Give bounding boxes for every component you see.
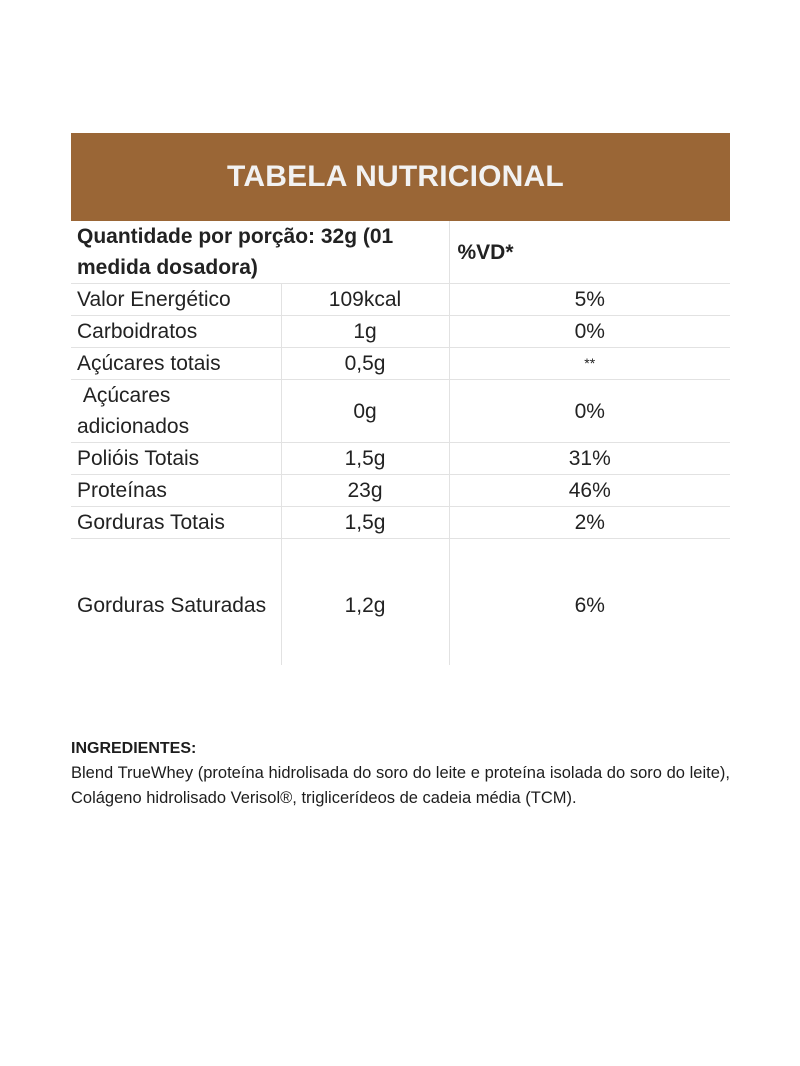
nutrient-amount: 0g xyxy=(281,380,449,443)
nutrient-vd: 2% xyxy=(449,507,730,539)
nutrient-name: Proteínas xyxy=(71,475,281,507)
nutrient-amount: 1g xyxy=(281,316,449,348)
table-row xyxy=(71,316,730,348)
nutrient-name: Açúcares adicionados xyxy=(71,380,281,443)
nutrient-vd: 6% xyxy=(574,593,605,617)
table-row xyxy=(71,380,730,443)
nutrition-header xyxy=(71,133,730,221)
nutrient-amount: 0,5g xyxy=(281,348,449,380)
nutrient-vd: 0% xyxy=(449,316,730,348)
nutrient-vd: 46% xyxy=(449,475,730,507)
ingredients-title: INGREDIENTES: xyxy=(71,740,197,757)
portion-header: Quantidade por porção: 32g (01 medida dosadora) xyxy=(71,221,449,284)
nutrient-name: Açúcares totais xyxy=(71,348,281,380)
ingredients-text: Blend TrueWhey (proteína hidrolisada do soro do leite e proteína isolada do soro do leite), Colágeno hidrolisado Verisol®, triglicerídeos de cadeia média (TCM). xyxy=(71,764,730,807)
table-row xyxy=(71,539,730,666)
nutrient-name: Gorduras Saturadas xyxy=(77,593,267,617)
nutrition-grid xyxy=(71,221,730,665)
nutrient-vd: 31% xyxy=(449,443,730,475)
table-row xyxy=(71,284,730,316)
nutrition-table xyxy=(71,133,730,665)
nutrient-vd: ** xyxy=(584,355,596,371)
ingredients-section xyxy=(71,740,730,811)
nutrient-amount: 23g xyxy=(281,475,449,507)
nutrient-name: Polióis Totais xyxy=(71,443,281,475)
nutrient-amount: 1,5g xyxy=(281,443,449,475)
nutrient-name: Carboidratos xyxy=(71,316,281,348)
table-row xyxy=(71,348,730,380)
nutrient-name: Valor Energético xyxy=(71,284,281,316)
nutrition-title: TABELA NUTRICIONAL xyxy=(227,160,564,193)
vd-header: %VD* xyxy=(449,221,730,284)
nutrient-name: Gorduras Totais xyxy=(71,507,281,539)
nutrient-vd: 5% xyxy=(449,284,730,316)
nutrient-amount: 109kcal xyxy=(281,284,449,316)
nutrient-vd: 0% xyxy=(449,380,730,443)
table-row xyxy=(71,475,730,507)
nutrient-amount: 1,5g xyxy=(281,507,449,539)
table-header-row xyxy=(71,221,730,284)
table-row xyxy=(71,443,730,475)
table-row xyxy=(71,507,730,539)
nutrient-amount: 1,2g xyxy=(281,539,449,666)
